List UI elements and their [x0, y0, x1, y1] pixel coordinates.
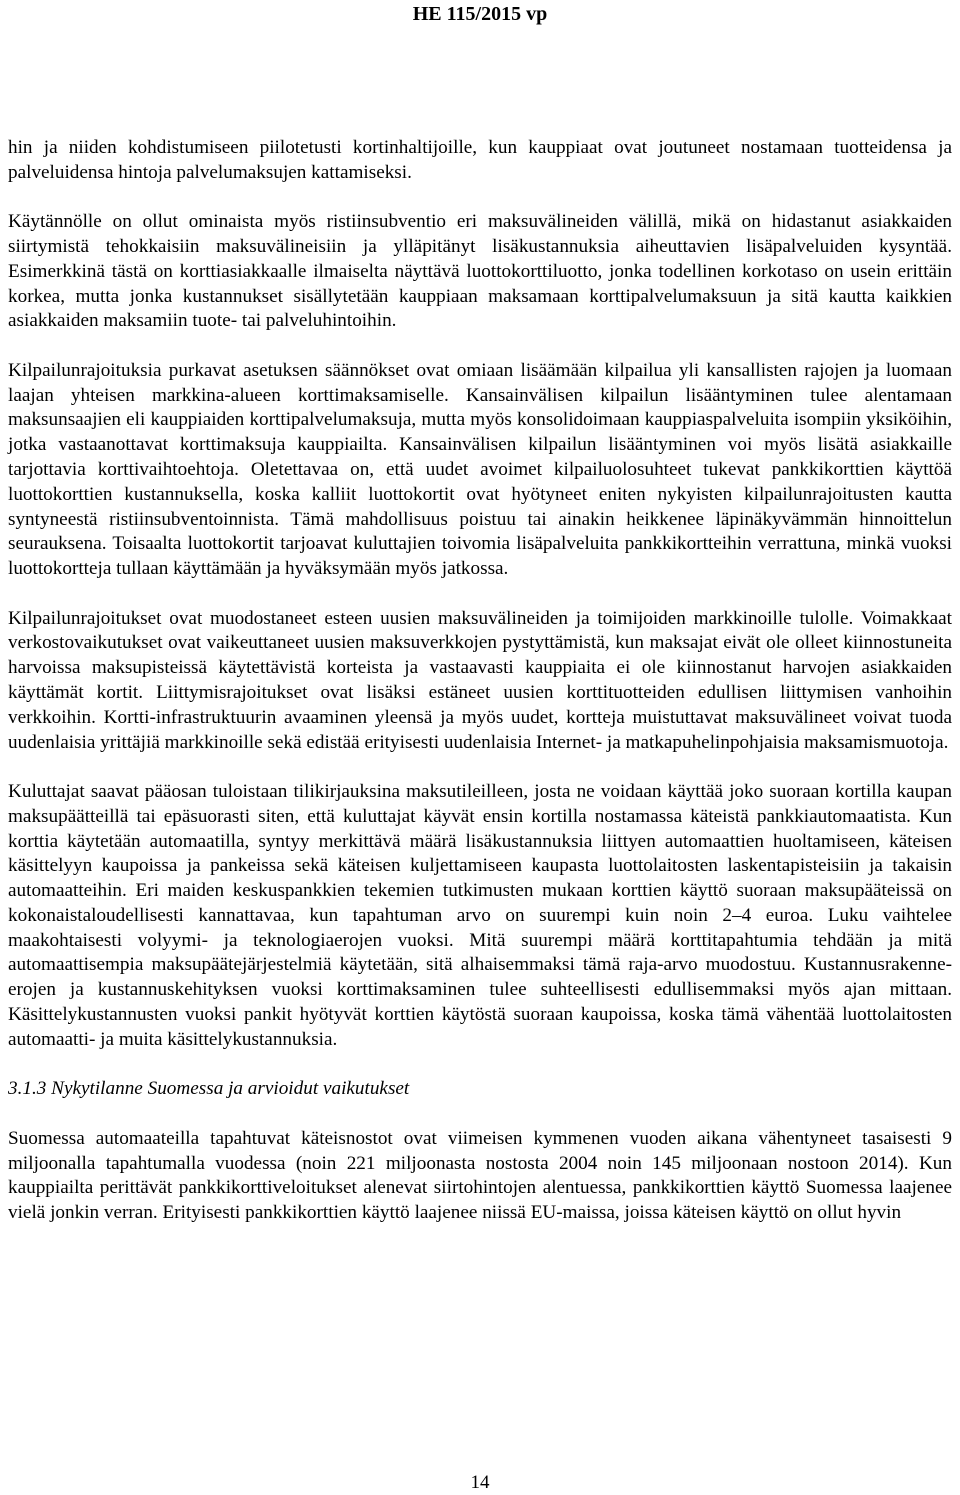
- document-body: [8, 136, 952, 1226]
- section-heading: 3.1.3 Nykytilanne Suomessa ja arvioidut vaikutukset: [8, 1078, 410, 1100]
- page-number: 14: [470, 1472, 490, 1493]
- paragraph-1: hin ja niiden kohdistumiseen piilotetusti kortinhaltijoille, kun kauppiaat ovat joutuneet nostamaan tuotteidensa ja palveluidensa hintoja palvelumaksujen kattamiseksi.: [8, 137, 952, 183]
- paragraph-4: Kilpailunrajoitukset ovat muodostaneet esteen uusien maksuvälineiden ja toimijoiden markkinoille tulolle. Voimakkaat verkostovaikutukset ovat vaikeuttaneet uusien maksuverkkojen pystyttämistä, kun maksajat eivät ole olleet kiinnostuneita harvoissa maksupisteissä käytettävistä korteista ja vastaavasti kauppiaita ei ole kiinnostanut harvojen asiakkaiden käyttämät kortit. Liittymisrajoitukset ovat lisäksi estäneet uusien korttituotteiden edullisen liittymisen vanhoihin verkkoihin. Kortti-infrastruktuurin avaaminen yleensä ja myös uudet, kortteja muistuttavat maksuvälineet voivat tuoda uudenlaisia yrittäjiä markkinoille sekä edistää erityisesti uudenlaisia Internet- ja matkapuhelinpohjaisia maksamismuotoja.: [8, 607, 952, 753]
- paragraph-6: Suomessa automaateilla tapahtuvat käteisnostot ovat viimeisen kymmenen vuoden aikana vähentyneet tasaisesti 9 miljoonalla tapahtumalla vuodessa (noin 221 miljoonasta nostosta 2004 noin 145 miljoonaan nostoon 2014). Kun kauppiailta perittävät pankkikorttiveloitukset alenevat siirtohintojen alentuessa, pankkikorttien käyttö Suomessa laajenee vielä jonkin verran. Erityisesti pankkikorttien käyttö laajenee niissä EU-maissa, joissa käteisen käyttö on ollut hyvin: [8, 1127, 952, 1224]
- paragraph-2: Käytännölle on ollut ominaista myös ristiinsubventio eri maksuvälineiden välillä, mikä on hidastanut asiakkaiden siirtymistä tehokkaisiin maksuvälineisiin ja ylläpitänyt lisäkustannuksia aiheuttavien lisäpalveluiden kysyntää. Esimerkkinä tästä on korttiasiakkaalle ilmaiselta näyttävä luottokorttiluotto, jonka todellinen korkotaso on usein erittäin korkea, mutta jonka kustannukset sisällytetään kauppiaan maksamaan korttipalvelumaksuun ja sitä kautta kaikkien asiakkaiden maksamiin tuote- tai palveluhintoihin.: [8, 211, 952, 332]
- paragraph-3: Kilpailunrajoituksia purkavat asetuksen säännökset ovat omiaan lisäämään kilpailua yli kansallisten rajojen ja luomaan laajan yhteisen markkina-alueen korttimaksamiselle. Kansainvälisen kilpailun lisääntyminen tulee alentamaan maksunsaajien eli kauppiaiden korttipalvelumaksuja, mutta myös konsolidoimaan kauppiaspalveluita isompiin yksiköihin, jotka vastaanottavat korttimaksuja kauppiailta. Kansainvälisen kilpailun lisääntyminen voi myös lisätä asiakkaille tarjottavia korttivaihtoehtoja. Oletettavaa on, että uudet avoimet kilpailuolosuhteet tukevat pankkikorttien käyttöä luottokorttien kustannuksella, koska kalliit luottokortit ovat hyötyneet eniten nykyisten kilpailunrajoitusten kautta syntyneestä ristiinsubventoinnista. Tämä mahdollisuus poistuu tai ainakin heikkenee läpinäkyvämmän hinnoittelun seurauksena. Toisaalta luottokortit tarjoavat kuluttajien toivomia lisäpalveluita pankkikortteihin verrattuna, minkä vuoksi luottokortteja tullaan käyttämään ja hyväksymään myös jatkossa.: [8, 359, 952, 580]
- paragraph-5: Kuluttajat saavat pääosan tuloistaan tilikirjauksina maksutileilleen, josta ne voidaan käyttää joko suoraan kortilla kaupan maksupäätteillä tai epäsuorasti siten, että kuluttajat käyvät ensin kortilla nostamassa käteistä pankkiautomaatista. Kun korttia käytetään automaatilla, syntyy merkittävä määrä lisäkustannuksia liittyen automaattien huoltamiseen, käteisen käsittelyyn kaupoissa ja pankeissa sekä käteisen kuljettamiseen kaupasta luottolaitosten laskentapisteisiin ja takaisin automaatteihin. Eri maiden keskuspankkien tekemien tutkimusten mukaan korttien käyttö suoraan maksupääteissä on kokonaistaloudellisesti kannattavaa, kun tapahtuman arvo on suurempi kuin noin 2–4 euroa. Luku vaihtelee maakohtaisesti volyymi- ja teknologiaerojen vuoksi. Mitä suurempi määrä korttitapahtumia tehdään ja mitä automaattisempia maksupäätejärjestelmiä käytetään, sitä alhaisemmaksi tämä raja-arvo muodostuu. Kustannusrakenneerojen ja kustannuskehityksen vuoksi korttimaksaminen tulee suhteellisesti edullisemmaksi myös ajan mittaan. Käsittelykustannusten vuoksi pankit hyötyvät korttien käytöstä suoraan kaupoissa, koska tämä vähentää luottolaitosten automaatti- ja muita käsittelykustannuksia.: [8, 780, 952, 1050]
- document-header: HE 115/2015 vp: [412, 3, 548, 25]
